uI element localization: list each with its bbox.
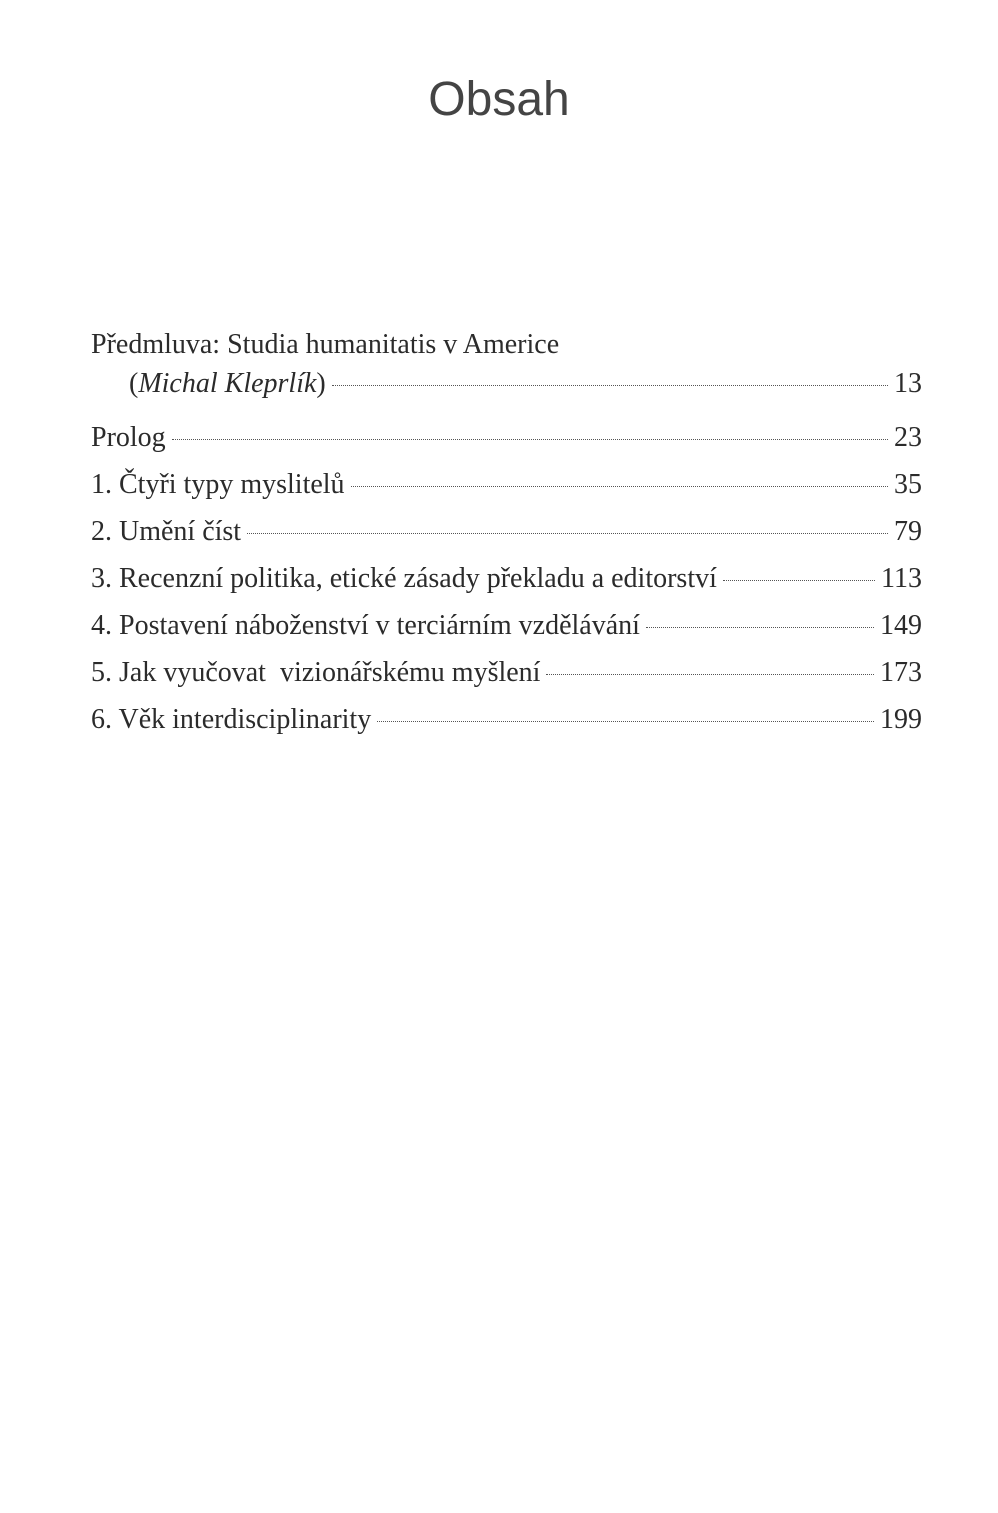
toc-entry-page: 149 <box>880 610 922 641</box>
toc-entry-line <box>91 700 922 740</box>
toc-entry-chapter-4[interactable] <box>91 606 922 646</box>
toc-entry-chapter-6[interactable] <box>91 700 922 740</box>
toc-entry-line <box>91 559 922 599</box>
dot-leader <box>723 580 875 581</box>
toc-entry-page: 79 <box>894 516 922 547</box>
toc-entry-page: 23 <box>894 422 922 453</box>
dot-leader <box>247 533 888 534</box>
toc-entry-page: 113 <box>881 563 922 594</box>
toc-entry-title: 5. Jak vyučovat vizionářskému myšlení <box>91 657 541 688</box>
toc-entry-title: 2. Umění číst <box>91 516 242 547</box>
toc-entry-chapter-1[interactable] <box>91 465 922 505</box>
toc-entry-prolog[interactable] <box>91 418 922 458</box>
toc-entry-foreword[interactable] <box>91 326 922 404</box>
toc-entry-line <box>91 465 922 505</box>
toc-entry-line <box>91 418 922 458</box>
dot-leader <box>546 674 874 675</box>
toc-entry-line <box>91 653 922 693</box>
dot-leader <box>646 627 874 628</box>
toc-entry-chapter-2[interactable] <box>91 512 922 552</box>
dot-leader <box>172 439 888 440</box>
toc-entry-author: Michal Kleprlík <box>138 368 317 399</box>
toc-entry-title: 6. Věk interdisciplinarity <box>91 704 372 735</box>
table-of-contents <box>91 326 922 747</box>
dot-leader <box>377 721 874 722</box>
toc-entry-title: 3. Recenzní politika, etické zásady překladu a editorství <box>91 563 717 594</box>
dot-leader <box>351 486 888 487</box>
toc-entry-title: Předmluva: Studia humanitatis v Americe <box>91 329 560 360</box>
page-title: Obsah <box>428 73 570 126</box>
toc-entry-line <box>91 512 922 552</box>
toc-entry-page: 13 <box>894 368 922 399</box>
toc-entry-title: 1. Čtyři typy myslitelů <box>91 469 345 500</box>
toc-entry-author-wrap: (Michal Kleprlík) <box>129 368 326 399</box>
toc-entry-subline <box>91 364 922 404</box>
dot-leader <box>332 385 888 386</box>
toc-entry-chapter-3[interactable] <box>91 559 922 599</box>
toc-entry-chapter-5[interactable] <box>91 653 922 693</box>
toc-entry-page: 199 <box>880 704 922 735</box>
toc-entry-title: Prolog <box>91 422 166 453</box>
toc-entry-title: 4. Postavení náboženství v terciárním vzdělávání <box>91 610 640 641</box>
toc-entry-page: 173 <box>880 657 922 688</box>
toc-entry-page: 35 <box>894 469 922 500</box>
toc-entry-line <box>91 606 922 646</box>
